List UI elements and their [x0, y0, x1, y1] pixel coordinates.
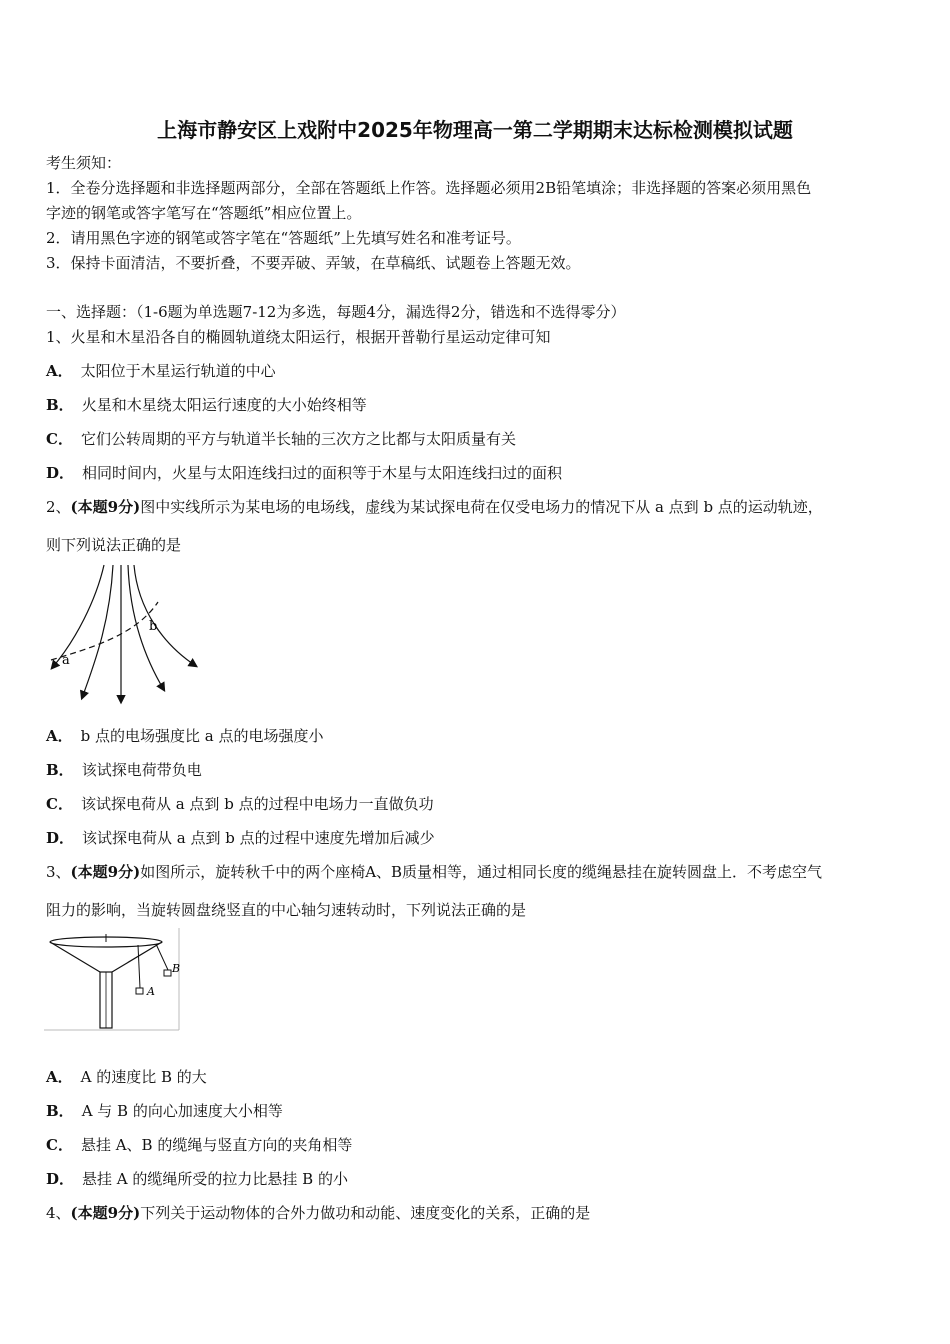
option-text: 该试探电荷带负电 — [81, 761, 202, 779]
score-tag: (本题9分) — [70, 498, 141, 516]
option-letter: C． — [46, 795, 73, 813]
seat-a-label: A — [147, 985, 155, 998]
notice-heading: 考生须知： — [46, 154, 122, 172]
notice-item-2: 2．请用黑色字迹的钢笔或答字笔在“答题纸”上先填写姓名和准考证号。 — [46, 229, 521, 247]
option-letter: A． — [46, 1068, 73, 1086]
question-number: 3、 — [46, 863, 71, 881]
q1-option-a[interactable] — [46, 361, 276, 381]
field-line — [52, 565, 104, 668]
seat-b-label: B — [172, 962, 181, 975]
section-heading: 一、选择题：（1-6题为单选题7-12为多选，每题4分，漏选得2分，错选和不选得零分） — [46, 303, 626, 321]
q3-stem-line2: 阻力的影响，当旋转圆盘绕竖直的中心轴匀速转动时，下列说法正确的是 — [46, 901, 527, 919]
q2-option-b[interactable] — [46, 760, 202, 780]
q4-stem — [46, 1203, 590, 1223]
score-tag: (本题9分) — [70, 1204, 141, 1222]
q1-option-d[interactable] — [46, 463, 562, 483]
option-text: 悬挂 A、B 的缆绳与竖直方向的夹角相等 — [80, 1136, 353, 1154]
option-text: 相同时间内，火星与太阳连线扫过的面积等于木星与太阳连线扫过的面积 — [82, 464, 563, 482]
stem-text: 如图所示，旋转秋千中的两个座椅A、B质量相等，通过相同长度的缆绳悬挂在旋转圆盘上．不考虑空气 — [140, 863, 823, 881]
score-tag: (本题9分) — [70, 863, 141, 881]
option-text: 该试探电荷从 a 点到 b 点的过程中速度先增加后减少 — [82, 829, 435, 847]
seat-a — [136, 988, 143, 994]
notice-item-1-cont: 字迹的钢笔或答字笔写在“答题纸”相应位置上。 — [46, 204, 362, 222]
option-letter: D． — [46, 829, 75, 847]
q2-stem-line2: 则下列说法正确的是 — [46, 536, 182, 554]
question-number: 2、 — [46, 498, 71, 516]
option-letter: A． — [46, 362, 73, 380]
field-line — [128, 565, 164, 690]
option-text: 火星和木星绕太阳运行速度的大小始终相等 — [81, 396, 367, 414]
page-title: 上海市静安区上戏附中2025年物理高一第二学期期末达标检测模拟试题 — [157, 118, 793, 142]
option-text: 该试探电荷从 a 点到 b 点的过程中电场力一直做负功 — [80, 795, 434, 813]
electric-field-figure — [46, 560, 206, 710]
notice-item-3: 3．保持卡面清洁，不要折叠，不要弄破、弄皱，在草稿纸、试题卷上答题无效。 — [46, 254, 581, 272]
option-text: A 的速度比 B 的大 — [80, 1068, 207, 1086]
option-text: 它们公转周期的平方与轨道半长轴的三次方之比都与太阳质量有关 — [80, 430, 516, 448]
q1-stem: 1、火星和木星沿各自的椭圆轨道绕太阳运行，根据开普勒行星运动定律可知 — [46, 328, 551, 346]
option-letter: B． — [46, 1102, 74, 1120]
option-letter: B． — [46, 396, 74, 414]
notice-item-1: 1．全卷分选择题和非选择题两部分，全部在答题纸上作答。选择题必须用2B铅笔填涂；非选择题的答案必须用黑色 — [46, 179, 812, 197]
q3-option-c[interactable] — [46, 1135, 352, 1155]
option-text: 悬挂 A 的缆绳所受的拉力比悬挂 B 的小 — [82, 1170, 348, 1188]
option-letter: D． — [46, 1170, 75, 1188]
q2-option-a[interactable] — [46, 726, 324, 746]
option-text: b 点的电场强度比 a 点的电场强度小 — [80, 727, 324, 745]
q2-stem-line1 — [46, 497, 823, 517]
q3-stem-line1 — [46, 862, 822, 882]
point-b-label: b — [149, 619, 158, 634]
field-line — [82, 565, 113, 698]
stem-text: 下列关于运动物体的合外力做功和动能、速度变化的关系，正确的是 — [140, 1204, 591, 1222]
option-text: 太阳位于木星运行轨道的中心 — [80, 362, 276, 380]
trajectory — [51, 602, 158, 660]
point-a-label: a — [62, 653, 70, 668]
rotating-swing-figure — [44, 928, 184, 1032]
field-line — [134, 565, 196, 666]
q1-option-c[interactable] — [46, 429, 516, 449]
q2-option-c[interactable] — [46, 794, 434, 814]
option-text: A 与 B 的向心加速度大小相等 — [81, 1102, 283, 1120]
option-letter: C． — [46, 430, 73, 448]
option-letter: A． — [46, 727, 73, 745]
option-letter: B． — [46, 761, 74, 779]
option-letter: C． — [46, 1136, 73, 1154]
stem-text: 图中实线所示为某电场的电场线，虚线为某试探电荷在仅受电场力的情况下从 a 点到 b 点的运动轨迹， — [140, 498, 823, 516]
q2-option-d[interactable] — [46, 828, 435, 848]
q3-option-d[interactable] — [46, 1169, 348, 1189]
question-number: 4、 — [46, 1204, 71, 1222]
q3-option-b[interactable] — [46, 1101, 283, 1121]
seat-b — [164, 970, 171, 976]
q3-option-a[interactable] — [46, 1067, 207, 1087]
q1-option-b[interactable] — [46, 395, 367, 415]
option-letter: D． — [46, 464, 75, 482]
